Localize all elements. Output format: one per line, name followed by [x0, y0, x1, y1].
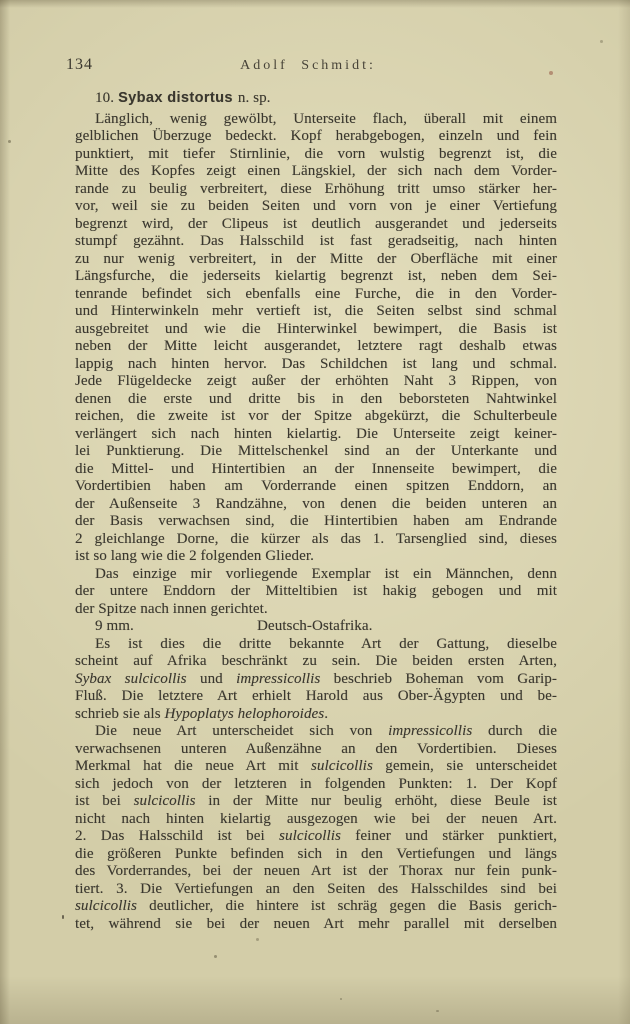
ink-mark — [62, 915, 64, 919]
italic-taxon-name: sulcicollis — [75, 898, 137, 914]
italic-taxon-name: Sybax sulcicollis — [75, 670, 187, 687]
text-line: zu nur wenig verbreitert, in der Mitte der Oberfläche mit einer — [75, 250, 557, 267]
text-line: die größeren Punkte befinden sich in den Vertiefungen und längs — [75, 845, 557, 862]
text-line: verwachsenen unteren Außenzähne an den Vordertibien. Dieses — [75, 740, 557, 757]
text-line: denen die erste und dritte bis in den beborsteten Nahtwinkel — [75, 390, 557, 407]
text-line: scheint auf Afrika beschränkt zu sein. Die beiden ersten Arten, — [75, 653, 557, 669]
text-line: reichen, die zweite ist vor der Spitze abgekürzt, die Schulterbeule — [75, 408, 557, 424]
text-line: der Spitze nach innen gerichtet. — [75, 600, 268, 617]
text-line: Vordertibien haben am Vorderrande einen spitzen Enddorn, an — [75, 478, 557, 494]
species-heading — [75, 90, 557, 108]
text-line: schrieb sie als Hypoplatys helophoroides. — [75, 705, 329, 722]
paper-speck — [549, 71, 553, 75]
text-line: Fluß. Die letztere Art erhielt Harold aus Ober-Ägypten und be- — [75, 688, 557, 704]
italic-taxon-name: impressicollis — [236, 670, 321, 687]
species-heading-name: Sybax distortus — [118, 90, 233, 106]
text-line: 2. Das Halsschild ist bei sulcicollis feiner und stärker punktiert, — [75, 828, 557, 844]
text-line: lei Punktierung. Die Mittelschenkel sind an der Unterkante und — [75, 443, 557, 459]
text-line: ist bei sulcicollis in der Mitte nur beulig erhöht, diese Beule ist — [75, 793, 557, 809]
text-line: Es ist dies die dritte bekannte Art der Gattung, dieselbe — [95, 635, 557, 652]
measurement-line — [75, 618, 557, 636]
paragraphs — [75, 111, 557, 934]
text-line: punktiert, mit tiefer Stirnlinie, die vorn wulstig begrenzt ist, die — [75, 145, 557, 162]
italic-taxon-name: sulcicollis — [310, 758, 373, 774]
species-heading-number: 10. — [95, 90, 115, 106]
text-line: rande zu beulig verbreitert, diese Erhöhung tritt umso stärker her- — [75, 180, 557, 197]
text-line: Das einzige mir vorliegende Exemplar ist ein Männchen, denn — [95, 565, 557, 582]
text-line: tenrande befindet sich ebenfalls eine Furche, die in den Vorder- — [75, 285, 557, 302]
text-line: gelblichen Überzuge bedeckt. Kopf herabgebogen, einzeln und fein — [75, 128, 557, 144]
text-line: vor, weil sie zu beiden Seiten und vorn von je einer Vertiefung — [75, 198, 557, 214]
text-line: Längsfurche, die jederseits kielartig begrenzt ist, neben dem Sei- — [75, 268, 557, 284]
italic-taxon-name: Hypoplatys helophoroides — [164, 705, 325, 722]
text-line: Merkmal hat die neue Art mit sulcicollis gemein, sie unterscheidet — [75, 758, 557, 774]
text-line: die Mittel- und Hintertibien an der Innenseite bewimpert, die — [75, 460, 557, 477]
text-line: stumpf gezähnt. Das Halsschild ist fast geradseitig, nach hinten — [75, 233, 557, 249]
text-line: Länglich, wenig gewölbt, Unterseite flach, überall mit einem — [95, 110, 557, 127]
text-line: nicht nach hinten kielartig ausgezogen wie bei der neuen Art. — [75, 810, 557, 827]
paper-speck — [214, 955, 217, 958]
text-line: ausgebreitet und wie die Hinterwinkel bewimpert, die Basis ist — [75, 320, 557, 337]
running-head: Adolf Schmidt: — [240, 58, 376, 73]
locality-value: Deutsch-Ostafrika. — [257, 618, 373, 634]
paper-speck — [256, 938, 259, 941]
paper-speck — [8, 140, 11, 143]
text-line: des Vorderrandes, bei der neuen Art ist der Thorax nur fein punk- — [75, 863, 557, 879]
text-line: und Hinterwinkeln mehr vertieft ist, die Seiten selbst sind schmal — [75, 303, 557, 319]
paper-speck — [340, 998, 342, 1000]
text-line: begrenzt wird, der Clipeus ist deutlich ausgerandet und jederseits — [75, 215, 557, 232]
italic-taxon-name: sulcicollis — [133, 793, 196, 809]
text-line: 2 gleichlange Dorne, die kürzer als das 1. Tarsenglied sind, dieses — [75, 530, 557, 547]
text-line: neben der Mitte leicht ausgerandet, letztere ragt deshalb etwas — [75, 338, 557, 354]
text-line: tiert. 3. Die Vertiefungen an den Seiten des Halsschildes sind bei — [75, 880, 557, 897]
text-line: sulcicollis deutlicher, die hintere ist schräg gegen die Basis gerich- — [75, 898, 557, 914]
page-number: 134 — [66, 56, 93, 73]
text-line: der untere Enddorn der Mitteltibien ist hakig gebogen und mit — [75, 583, 557, 599]
italic-taxon-name: sulcicollis — [279, 828, 341, 844]
text-line: der Basis verwachsen sind, die Hintertibien haben am Endrande — [75, 513, 557, 529]
text-line: tet, während sie bei der neuen Art mehr parallel mit derselben — [75, 915, 557, 932]
italic-taxon-name: impressicollis — [388, 723, 473, 739]
text-line: der Außenseite 3 Randzähne, von denen die beiden unteren an — [75, 495, 557, 512]
species-heading-rank: n. sp. — [237, 90, 271, 106]
text-column — [75, 90, 557, 933]
text-line: Sybax sulcicollis und impressicollis beschrieb Boheman vom Garip- — [75, 670, 558, 687]
text-line: Mitte des Kopfes zeigt einen Längskiel, der sich nach dem Vorder- — [75, 163, 557, 179]
body-length-value: 9 mm. — [95, 618, 134, 634]
text-line: sich jedoch von der letzteren in folgenden Punkten: 1. Der Kopf — [75, 775, 557, 792]
text-line: Jede Flügeldecke zeigt außer der erhöhten Naht 3 Rippen, von — [75, 373, 557, 389]
text-line: lappig nach hinten hervor. Das Schildchen ist lang und schmal. — [75, 355, 557, 372]
paper-speck — [600, 40, 603, 43]
text-line: Die neue Art unterscheidet sich von impressicollis durch die — [95, 723, 557, 739]
paper-speck — [436, 1010, 439, 1012]
text-line: ist so lang wie die 2 folgenden Glieder. — [75, 548, 314, 564]
text-line: verlängert sich nach hinten kielartig. Die Unterseite zeigt keiner- — [75, 425, 557, 442]
